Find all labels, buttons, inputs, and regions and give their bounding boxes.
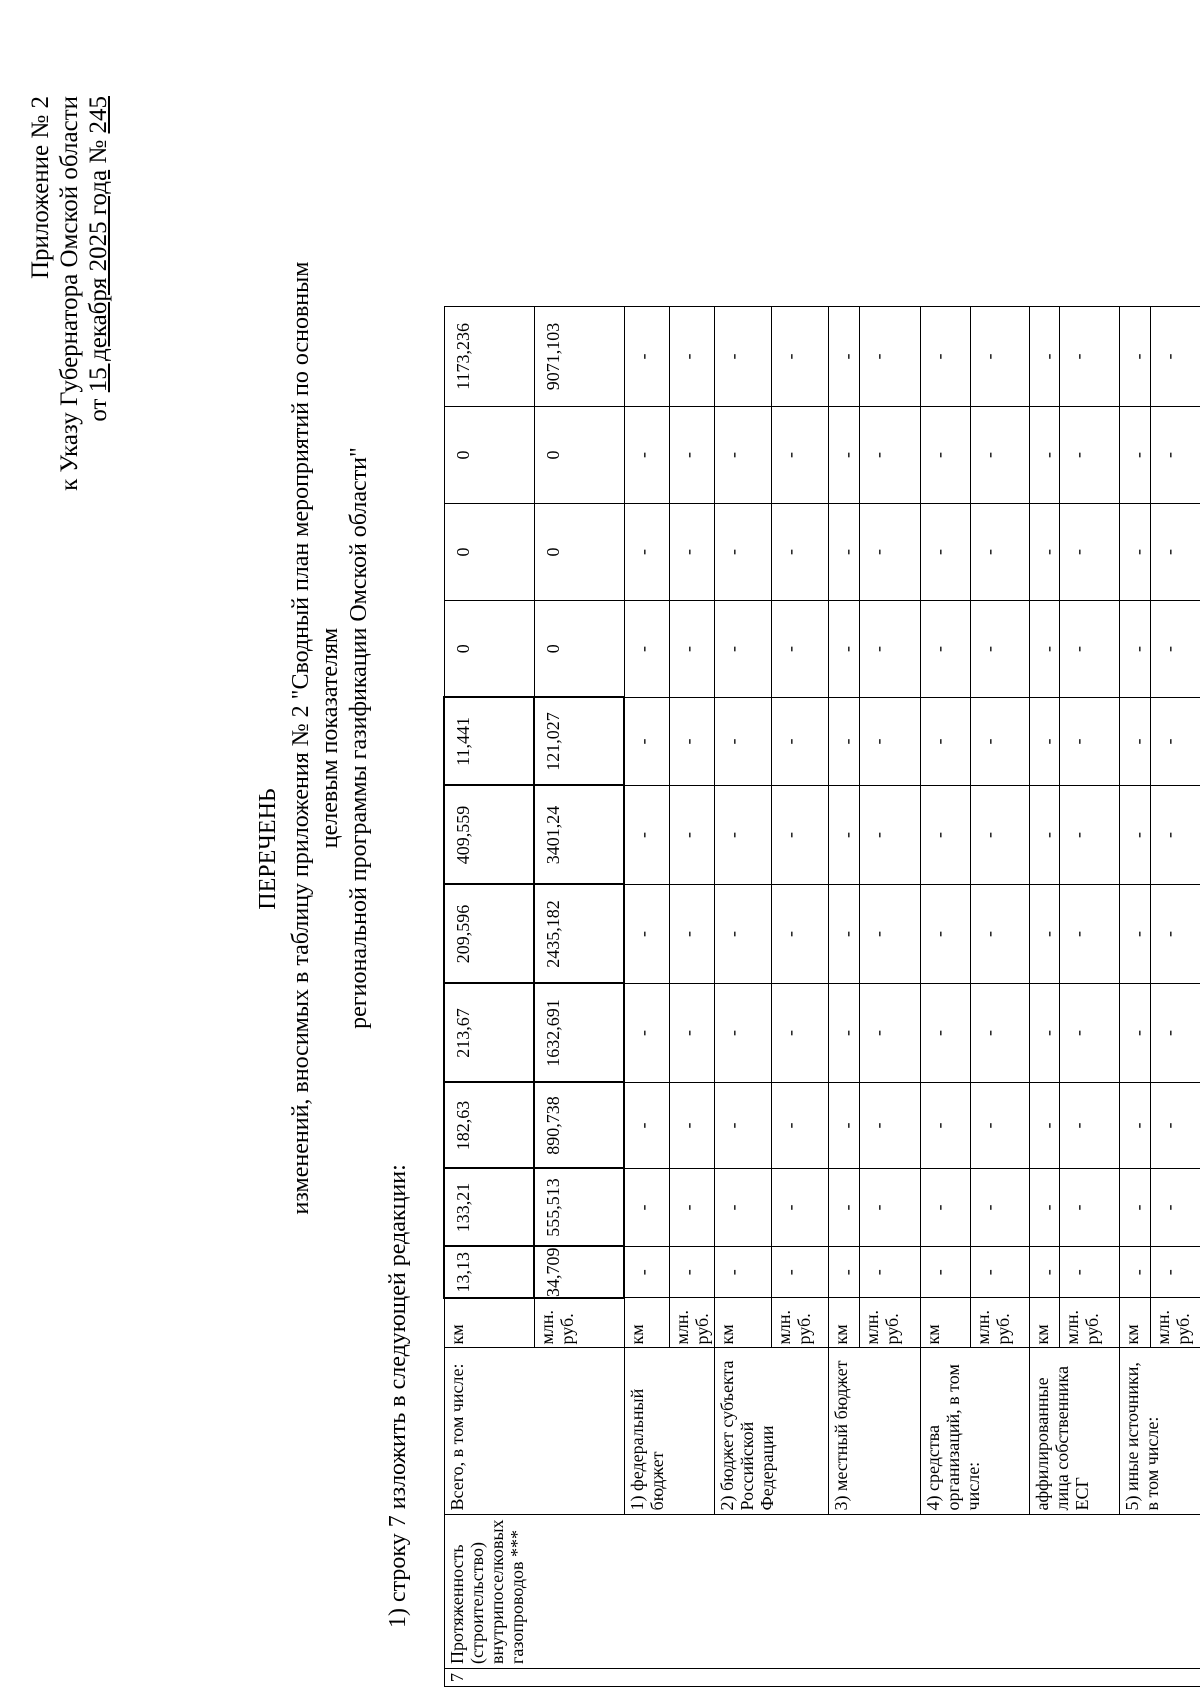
value-cell: - — [624, 983, 669, 1082]
value-cell: - — [714, 785, 771, 884]
value-cell: - — [828, 406, 859, 503]
value-cell: - — [859, 884, 920, 983]
value-cell: - — [1059, 697, 1119, 785]
value-cell: 1173,236 — [444, 306, 534, 406]
value-cell: - — [1150, 1082, 1200, 1168]
value-cell: 182,63 — [444, 1082, 534, 1168]
value-cell: - — [970, 1082, 1029, 1168]
value-cell: 890,738 — [534, 1082, 624, 1168]
row-number-cell: 7 — [444, 1669, 1200, 1687]
value-cell: - — [624, 600, 669, 697]
appendix-line1: Приложение № 2 — [27, 96, 54, 280]
value-cell: - — [859, 503, 920, 600]
value-cell: 121,027 — [534, 697, 624, 785]
value-cell: - — [624, 306, 669, 406]
value-cell: - — [828, 884, 859, 983]
value-cell: - — [1029, 600, 1059, 697]
table-row — [1119, 306, 1150, 1686]
value-cell: - — [970, 306, 1029, 406]
appendix-number: 245 — [85, 96, 112, 134]
value-cell: - — [669, 406, 714, 503]
value-cell: - — [859, 1082, 920, 1168]
appendix-line2: к Указу Губернатора Омской области — [56, 96, 83, 491]
unit-cell: млн. руб. — [1059, 1298, 1119, 1348]
value-cell: 3401,24 — [534, 785, 624, 884]
value-cell: - — [1059, 503, 1119, 600]
table-row — [828, 306, 859, 1686]
indicator-cell: Протяженность (строительство) внутрипоселковых газопроводов *** — [444, 1515, 1200, 1669]
value-cell: - — [771, 406, 828, 503]
value-cell: 1632,691 — [534, 983, 624, 1082]
value-cell: - — [669, 1168, 714, 1246]
value-cell: - — [714, 1082, 771, 1168]
funding-source-cell: 3) местный бюджет — [828, 1348, 920, 1515]
value-cell: - — [624, 503, 669, 600]
value-cell: - — [714, 600, 771, 697]
value-cell: - — [1150, 1168, 1200, 1246]
value-cell: - — [1119, 785, 1150, 884]
value-cell: - — [1029, 503, 1059, 600]
table-body — [444, 306, 1200, 1686]
document-subtitle — [287, 218, 374, 1258]
value-cell: - — [669, 1246, 714, 1298]
value-cell: - — [970, 600, 1029, 697]
value-cell: - — [624, 697, 669, 785]
value-cell: - — [920, 1168, 970, 1246]
value-cell: 0 — [444, 406, 534, 503]
value-cell: - — [1119, 306, 1150, 406]
document-title: ПЕРЕЧЕНЬ — [255, 788, 281, 910]
value-cell: - — [1059, 1082, 1119, 1168]
value-cell: - — [669, 306, 714, 406]
unit-cell: км — [920, 1298, 970, 1348]
value-cell: - — [669, 983, 714, 1082]
value-cell: - — [859, 983, 920, 1082]
subtitle-line2: региональной программы газификации Омской области" — [346, 447, 372, 1029]
value-cell: - — [771, 306, 828, 406]
value-cell: - — [714, 406, 771, 503]
unit-cell: км — [828, 1298, 859, 1348]
value-cell: - — [714, 503, 771, 600]
value-cell: - — [1059, 306, 1119, 406]
value-cell: - — [1059, 406, 1119, 503]
value-cell: - — [970, 884, 1029, 983]
value-cell: - — [1119, 1082, 1150, 1168]
appendix-date: 15 декабря 2025 года — [85, 169, 112, 393]
value-cell: - — [1150, 1246, 1200, 1298]
value-cell: 555,513 — [534, 1168, 624, 1246]
table-row — [1029, 306, 1059, 1686]
value-cell: - — [1029, 785, 1059, 884]
value-cell: - — [920, 306, 970, 406]
value-cell: - — [1059, 600, 1119, 697]
value-cell: - — [1029, 406, 1059, 503]
unit-cell: км — [1119, 1298, 1150, 1348]
value-cell: - — [669, 600, 714, 697]
value-cell: - — [920, 785, 970, 884]
value-cell: - — [828, 306, 859, 406]
value-cell: - — [714, 1246, 771, 1298]
value-cell: - — [1119, 983, 1150, 1082]
unit-cell: млн. руб. — [1150, 1298, 1200, 1348]
value-cell: - — [1059, 785, 1119, 884]
value-cell: - — [714, 884, 771, 983]
appendix-from: от — [85, 392, 112, 422]
value-cell: 409,559 — [444, 785, 534, 884]
value-cell: - — [1119, 1168, 1150, 1246]
value-cell: - — [859, 785, 920, 884]
value-cell: - — [859, 406, 920, 503]
value-cell: - — [771, 1082, 828, 1168]
value-cell: - — [714, 1168, 771, 1246]
value-cell: 0 — [444, 600, 534, 697]
value-cell: - — [1150, 600, 1200, 697]
value-cell: - — [970, 983, 1029, 1082]
value-cell: - — [1059, 1168, 1119, 1246]
value-cell: - — [828, 983, 859, 1082]
value-cell: - — [828, 1082, 859, 1168]
value-cell: - — [920, 600, 970, 697]
value-cell: - — [859, 600, 920, 697]
value-cell: - — [669, 503, 714, 600]
funding-source-cell: Всего, в том числе: — [444, 1348, 624, 1515]
value-cell: - — [669, 697, 714, 785]
value-cell: - — [1059, 983, 1119, 1082]
value-cell: 13,13 — [444, 1246, 534, 1298]
value-cell: - — [714, 983, 771, 1082]
value-cell: - — [669, 1082, 714, 1168]
value-cell: - — [1119, 697, 1150, 785]
unit-cell: млн. руб. — [970, 1298, 1029, 1348]
value-cell: - — [920, 983, 970, 1082]
unit-cell: млн. руб. — [859, 1298, 920, 1348]
value-cell: - — [920, 406, 970, 503]
value-cell: - — [828, 785, 859, 884]
value-cell: - — [714, 697, 771, 785]
value-cell: - — [920, 884, 970, 983]
value-cell: - — [771, 1168, 828, 1246]
value-cell: - — [669, 785, 714, 884]
value-cell: - — [624, 1246, 669, 1298]
value-cell: - — [1119, 884, 1150, 983]
value-cell: - — [1029, 1168, 1059, 1246]
value-cell: - — [970, 406, 1029, 503]
value-cell: - — [771, 1246, 828, 1298]
table-row — [714, 306, 771, 1686]
value-cell: - — [920, 503, 970, 600]
value-cell: - — [1119, 600, 1150, 697]
value-cell: - — [771, 884, 828, 983]
value-cell: - — [1150, 884, 1200, 983]
table-row — [444, 306, 534, 1686]
value-cell: 2435,182 — [534, 884, 624, 983]
value-cell: - — [669, 884, 714, 983]
value-cell: - — [771, 785, 828, 884]
value-cell: 0 — [534, 600, 624, 697]
unit-cell: км — [444, 1298, 534, 1348]
value-cell: 213,67 — [444, 983, 534, 1082]
value-cell: - — [970, 1168, 1029, 1246]
value-cell: 0 — [534, 503, 624, 600]
value-cell: - — [1029, 983, 1059, 1082]
value-cell: - — [970, 785, 1029, 884]
value-cell: - — [828, 697, 859, 785]
value-cell: - — [970, 697, 1029, 785]
funding-source-cell: 2) бюджет субъекта Российской Федерации — [714, 1348, 828, 1515]
value-cell: - — [1059, 1246, 1119, 1298]
value-cell: - — [859, 1246, 920, 1298]
unit-cell: млн. руб. — [534, 1298, 624, 1348]
value-cell: - — [624, 785, 669, 884]
value-cell: - — [1150, 785, 1200, 884]
amendment-table — [443, 306, 1200, 1687]
value-cell: - — [624, 884, 669, 983]
value-cell: - — [1119, 1246, 1150, 1298]
unit-cell: км — [624, 1298, 669, 1348]
value-cell: 0 — [534, 406, 624, 503]
value-cell: - — [920, 697, 970, 785]
value-cell: - — [1150, 697, 1200, 785]
value-cell: 0 — [444, 503, 534, 600]
instruction-text: 1) строку 7 изложить в следующей редакции: — [385, 1164, 411, 1628]
funding-source-cell: 1) федеральный бюджет — [624, 1348, 714, 1515]
value-cell: - — [859, 697, 920, 785]
value-cell: 34,709 — [534, 1246, 624, 1298]
appendix-line3 — [84, 96, 113, 491]
value-cell: 9071,103 — [534, 306, 624, 406]
value-cell: - — [624, 1168, 669, 1246]
value-cell: - — [1150, 306, 1200, 406]
table-row — [624, 306, 669, 1686]
value-cell: - — [1119, 406, 1150, 503]
funding-source-cell: 4) средства организаций, в том числе: — [920, 1348, 1029, 1515]
value-cell: - — [1029, 697, 1059, 785]
unit-cell: км — [714, 1298, 771, 1348]
value-cell: - — [859, 1168, 920, 1246]
value-cell: - — [771, 503, 828, 600]
value-cell: - — [1029, 1082, 1059, 1168]
value-cell: - — [771, 600, 828, 697]
value-cell: - — [1150, 983, 1200, 1082]
value-cell: - — [1150, 406, 1200, 503]
value-cell: - — [828, 600, 859, 697]
value-cell: - — [970, 1246, 1029, 1298]
value-cell: - — [1119, 503, 1150, 600]
value-cell: - — [828, 1246, 859, 1298]
value-cell: - — [1150, 503, 1200, 600]
value-cell: - — [1029, 884, 1059, 983]
unit-cell: км — [1029, 1298, 1059, 1348]
value-cell: - — [970, 503, 1029, 600]
value-cell: - — [771, 983, 828, 1082]
table-row — [920, 306, 970, 1686]
value-cell: - — [714, 306, 771, 406]
value-cell: - — [624, 406, 669, 503]
value-cell: - — [859, 306, 920, 406]
value-cell: - — [1029, 1246, 1059, 1298]
value-cell: - — [920, 1246, 970, 1298]
value-cell: - — [828, 1168, 859, 1246]
value-cell: - — [920, 1082, 970, 1168]
unit-cell: млн. руб. — [771, 1298, 828, 1348]
value-cell: 11,441 — [444, 697, 534, 785]
unit-cell: млн. руб. — [669, 1298, 714, 1348]
funding-source-cell: аффилированные лица собственника ЕСГ — [1029, 1348, 1119, 1515]
appendix-header — [26, 96, 113, 491]
funding-source-cell: 5) иные источники, в том числе: — [1119, 1348, 1200, 1515]
subtitle-line1: изменений, вносимых в таблицу приложения № 2 "Сводный план мероприятий по основным целевым показателям — [288, 261, 343, 1215]
value-cell: - — [624, 1082, 669, 1168]
value-cell: 133,21 — [444, 1168, 534, 1246]
value-cell: - — [828, 503, 859, 600]
value-cell: - — [771, 697, 828, 785]
value-cell: - — [1059, 884, 1119, 983]
value-cell: 209,596 — [444, 884, 534, 983]
value-cell: - — [1029, 306, 1059, 406]
appendix-number-sign: № — [85, 139, 112, 164]
